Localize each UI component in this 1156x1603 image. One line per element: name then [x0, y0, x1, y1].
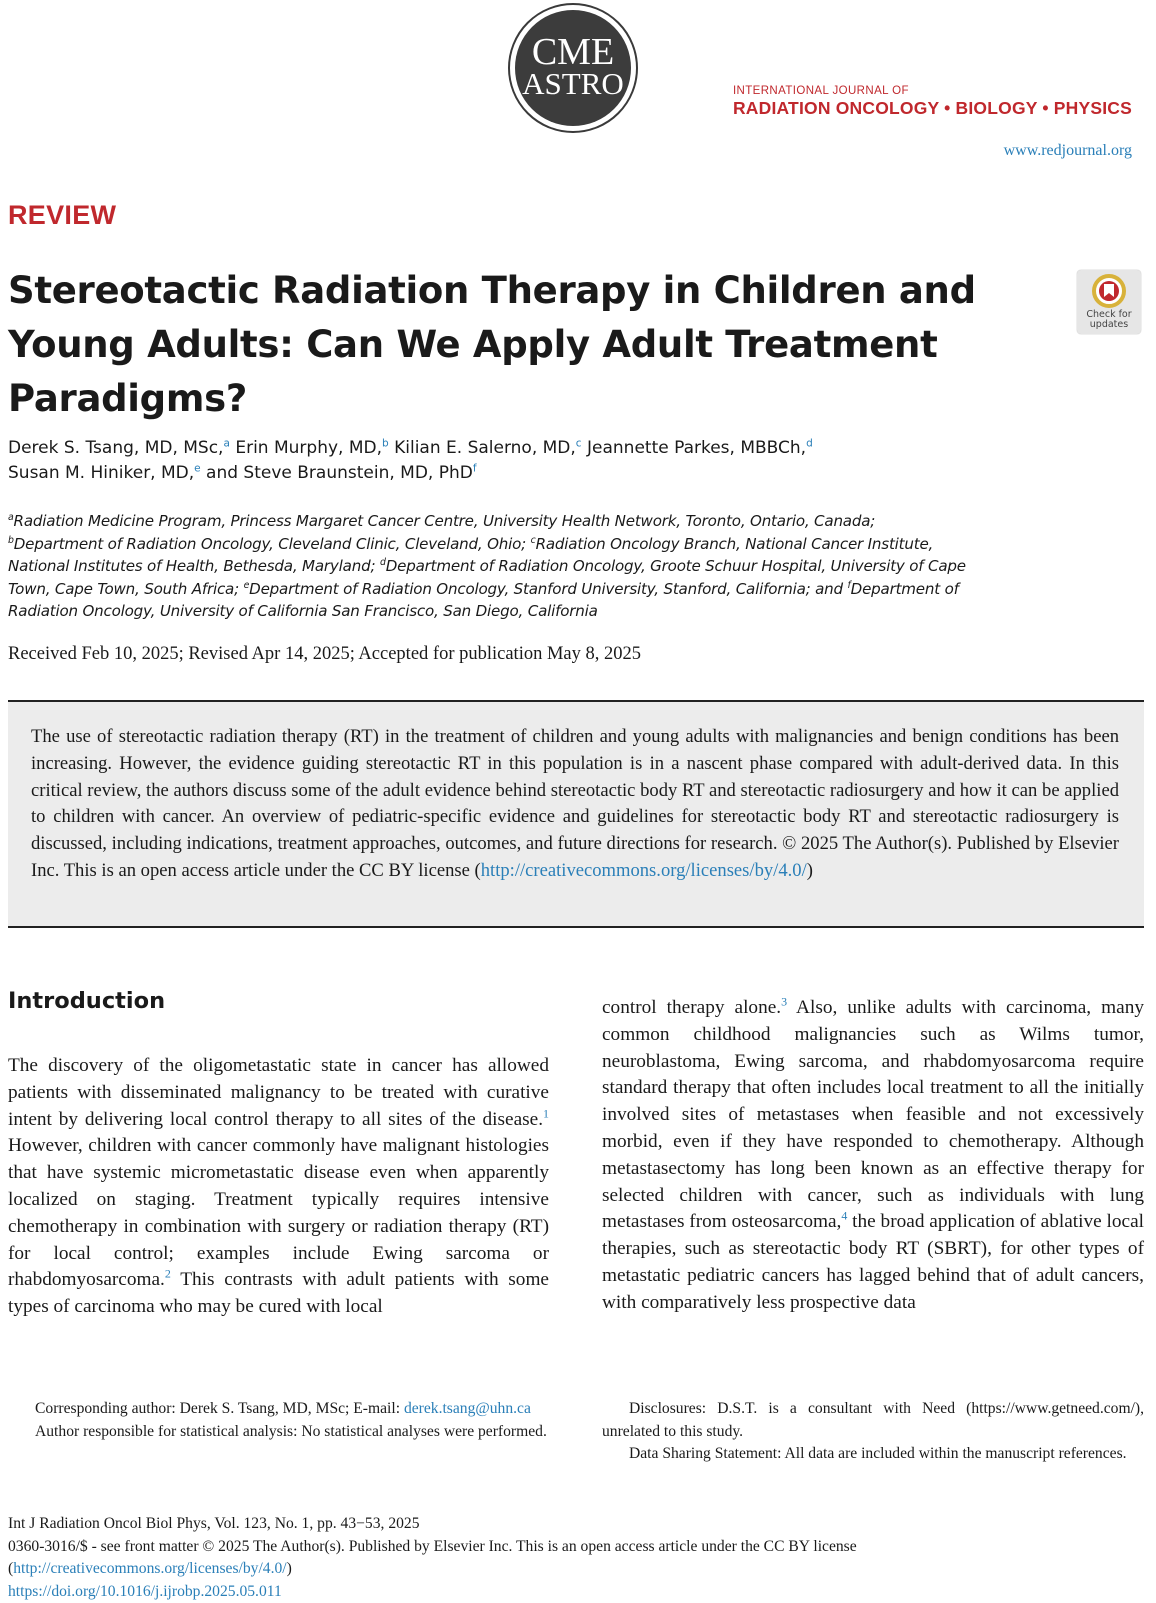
check-updates-icon: [1077, 270, 1141, 310]
article-section-label: REVIEW: [8, 200, 117, 230]
affiliation-mark: d: [379, 556, 386, 568]
affiliation-text: Radiation Medicine Program, Princess Margaret Cancer Centre, University Health Network, Toronto, Ontario, Canada;: [13, 512, 876, 530]
data-sharing-note: [602, 1443, 1144, 1466]
introduction-column-2-text: control therapy alone.: [602, 997, 782, 1018]
page-footer: [8, 1513, 1148, 1603]
received-dates: Received Feb 10, 2025; Revised Apr 14, 2025; Accepted for publication May 8, 2025: [8, 644, 641, 664]
license-line: (http://creativecommons.org/licenses/by/4.0/): [8, 1560, 292, 1577]
footer-license-link[interactable]: http://creativecommons.org/licenses/by/4.0/: [13, 1560, 287, 1577]
author-affiliation-mark: c: [575, 437, 582, 450]
footnotes-left: [8, 1398, 549, 1443]
affiliation-text: Department of Radiation Oncology, Stanford University, Stanford, California; and: [249, 579, 848, 598]
cme-astro-logo-svg: [502, 2, 644, 134]
author-affiliation-mark: f: [472, 462, 477, 475]
statistics-note: [8, 1421, 549, 1444]
affiliation-mark: e: [243, 579, 250, 591]
affiliation-text: Radiation Oncology Branch, National Cancer Institute, National Institutes of Health, Bethesda, Maryland;: [8, 534, 934, 575]
introduction-column-2-text: Also, unlike adults with carcinoma, many common childhood malignancies such as Wilms tumor, neuroblastoma, Ewing sarcoma, and rhabdomyosarcoma require standard therapy that often includes local treatment to all the initially involved sites of metastases when feasible and not excessively morbid, even if they have responded to chemotherapy. Although metastasectomy has long been known as an effective therapy for selected children with cancer, such as individuals with lung metastases from osteosarcoma,: [602, 997, 1144, 1233]
introduction-column-1-text: However, children with cancer commonly have malignant histologies that have systemic micrometastatic disease even when apparently localized on staging. Treatment typically requires intensive chemotherapy in combination with surgery or radiation therapy (RT) for local control; examples include Ewing sarcoma or rhabdomyosarcoma.: [8, 1135, 549, 1291]
journal-url-link[interactable]: www.redjournal.org: [1003, 142, 1132, 159]
author-list: [8, 436, 1128, 486]
corresponding-email-link[interactable]: derek.tsang@uhn.ca: [403, 1400, 531, 1417]
author-affiliation-mark: b: [382, 437, 389, 450]
abstract-end: ): [806, 859, 813, 881]
affiliation-text: Department of Radiation Oncology, Cleveland Clinic, Cleveland, Ohio;: [13, 534, 531, 553]
check-for-updates-button[interactable]: [1077, 270, 1141, 334]
data-sharing-text: Data Sharing Statement: All data are included within the manuscript references.: [629, 1445, 1127, 1462]
abstract-box: [8, 700, 1144, 928]
statistics-text: Author responsible for statistical analysis: No statistical analyses were performed.: [35, 1422, 547, 1440]
affiliation-mark: c: [530, 534, 536, 546]
reference-link[interactable]: 4: [841, 1208, 848, 1223]
author-affiliation-mark: e: [194, 462, 201, 475]
affiliation-text: Department of Radiation Oncology, University of California San Francisco, San Diego, California: [8, 579, 959, 620]
abstract-body: The use of stereotactic radiation therapy (RT) in the treatment of children and young adults with malignancies and benign conditions has been increasing. However, the evidence guiding stereotactic RT in this population is in a nascent phase compared with adult-derived data. In this critical review, the authors discuss some of the adult evidence behind stereotactic body RT and stereotactic radiosurgery and how it can be applied to children with cancer. An overview of pediatric-specific evidence and guidelines for stereotactic body RT and stereotactic radiosurgery is discussed, including indications, treatment approaches, outcomes, and future directions for research. © 2025 The Author(s). Published by Elsevier Inc. This is an open access article under the CC BY license (: [31, 726, 1119, 881]
corresponding-author-text: Corresponding author: Derek S. Tsang, MD, MSc; E-mail:: [35, 1400, 404, 1417]
footnotes-right: [602, 1398, 1144, 1466]
logo-text-bottom: ASTRO: [522, 66, 624, 101]
citation-line: Int J Radiation Oncol Biol Phys, Vol. 123, No. 1, pp. 43−53, 2025: [8, 1515, 420, 1532]
author-name: Jeannette Parkes, MBBCh,: [587, 438, 807, 458]
disclosures-note: [602, 1398, 1144, 1443]
disclosures-text: Disclosures: D.S.T. is a consultant with Need (https://www.getneed.com/), unrelated to this study.: [602, 1400, 1144, 1440]
copyright-line: 0360-3016/$ - see front matter © 2025 The Author(s). Published by Elsevier Inc. This is an open access article under the CC BY license: [8, 1537, 857, 1555]
introduction-heading: Introduction: [8, 988, 166, 1014]
doi-link[interactable]: https://doi.org/10.1016/j.ijrobp.2025.05.011: [8, 1582, 282, 1600]
author-affiliation-mark: d: [806, 437, 813, 450]
introduction-column-1-text: The discovery of the oligometastatic state in cancer has allowed patients with disseminated malignancy to be treated with curative intent by delivering local control therapy to all sites of the disease.: [8, 1055, 549, 1130]
affiliation-mark: a: [8, 511, 14, 523]
cme-astro-logo: [502, 2, 644, 134]
corresponding-author-note: [8, 1398, 549, 1421]
reference-link[interactable]: 2: [164, 1266, 171, 1281]
introduction-column-1: [8, 1053, 549, 1321]
affiliation-text: Department of Radiation Oncology, Groote Schuur Hospital, University of Cape Town, Cape Town, South Africa;: [8, 557, 966, 598]
abstract-license-link[interactable]: http://creativecommons.org/licenses/by/4.0/: [480, 859, 807, 881]
journal-name-line1: INTERNATIONAL JOURNAL OF: [732, 85, 909, 97]
introduction-column-2-text: the broad application of ablative local therapies, such as stereotactic body RT (SBRT), for other types of metastatic pediatric cancers has lagged behind that of adult cancers, with comparatively less prospective data: [602, 1211, 1144, 1313]
affiliations: [8, 510, 968, 623]
logo-text-top: CME: [531, 31, 615, 73]
journal-name: [733, 85, 1132, 119]
check-updates-label: Check for updates: [1086, 309, 1132, 330]
journal-name-line2: RADIATION ONCOLOGY • BIOLOGY • PHYSICS: [732, 98, 1132, 118]
author-affiliation-mark: a: [223, 437, 230, 450]
author-name: Derek S. Tsang, MD, MSc,: [8, 438, 224, 458]
author-name: Susan M. Hiniker, MD,: [8, 463, 195, 483]
introduction-column-2: [602, 995, 1144, 1317]
abstract-text: [31, 724, 1119, 885]
author-name: and Steve Braunstein, MD, PhD: [206, 463, 473, 483]
reference-link[interactable]: 1: [543, 1106, 549, 1121]
reference-link[interactable]: 3: [781, 994, 788, 1009]
introduction-column-1-text: This contrasts with adult patients with some types of carcinoma who may be cured with local: [8, 1269, 549, 1318]
affiliation-mark: f: [847, 579, 851, 591]
article-title: Stereotactic Radiation Therapy in Children and Young Adults: Can We Apply Adult Treatment Paradigms?: [8, 269, 976, 420]
author-name: Erin Murphy, MD,: [235, 438, 383, 458]
author-name: Kilian E. Salerno, MD,: [394, 438, 576, 458]
affiliation-mark: b: [8, 534, 14, 546]
